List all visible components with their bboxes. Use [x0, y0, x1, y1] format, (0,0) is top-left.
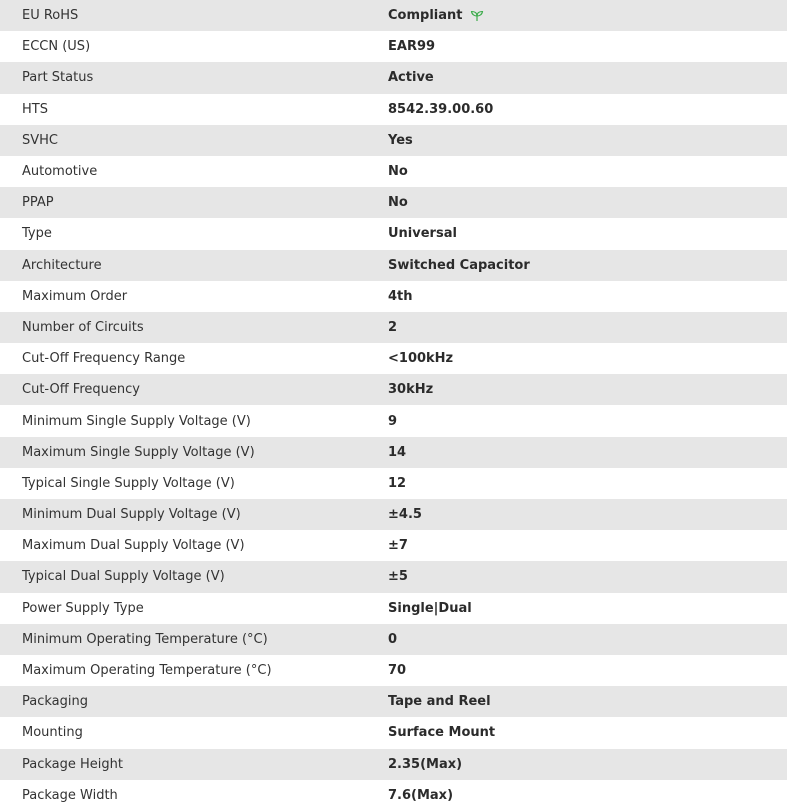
- spec-row-mounting: [0, 717, 787, 748]
- spec-value: 14: [388, 444, 407, 460]
- spec-row-min-single-supply: [0, 405, 787, 436]
- spec-value: 2: [388, 319, 398, 335]
- spec-value: No: [388, 195, 408, 211]
- spec-label: Minimum Dual Supply Voltage (V): [22, 507, 241, 523]
- spec-row-max-dual-supply: [0, 530, 787, 561]
- spec-row-max-single-supply: [0, 437, 787, 468]
- spec-value: ±4.5: [388, 507, 422, 523]
- spec-row-package-height: [0, 749, 787, 780]
- spec-value: Surface Mount: [388, 725, 496, 741]
- spec-value: 2.35(Max): [388, 756, 463, 772]
- spec-label: Maximum Dual Supply Voltage (V): [22, 538, 245, 554]
- spec-value: Yes: [388, 132, 413, 148]
- spec-value: 12: [388, 475, 407, 491]
- spec-label: Maximum Operating Temperature (°C): [22, 663, 272, 679]
- spec-value: 9: [388, 413, 398, 429]
- spec-value: 8542.39.00.60: [388, 101, 494, 117]
- spec-row-packaging: [0, 686, 787, 717]
- spec-label: HTS: [22, 101, 48, 117]
- spec-label: Package Height: [22, 756, 123, 772]
- spec-value: Single|Dual: [388, 600, 472, 616]
- spec-label: Maximum Order: [22, 288, 128, 304]
- spec-label: Number of Circuits: [22, 319, 144, 335]
- spec-label: Minimum Single Supply Voltage (V): [22, 413, 251, 429]
- spec-value: Switched Capacitor: [388, 257, 530, 273]
- spec-value: 30kHz: [388, 382, 434, 398]
- spec-row-part-status: [0, 62, 787, 93]
- spec-row-automotive: [0, 156, 787, 187]
- spec-label: Minimum Operating Temperature (°C): [22, 631, 268, 647]
- spec-value: ±7: [388, 538, 408, 554]
- spec-value: EAR99: [388, 39, 436, 55]
- spec-label: Architecture: [22, 257, 102, 273]
- spec-label: Mounting: [22, 725, 83, 741]
- spec-row-architecture: [0, 250, 787, 281]
- spec-label: Type: [22, 226, 52, 242]
- spec-value: 7.6(Max): [388, 787, 454, 803]
- spec-row-svhc: [0, 125, 787, 156]
- spec-row-min-dual-supply: [0, 499, 787, 530]
- spec-label: PPAP: [22, 195, 54, 211]
- spec-row-max-operating-temp: [0, 655, 787, 686]
- spec-row-number-of-circuits: [0, 312, 787, 343]
- spec-value: 0: [388, 631, 398, 647]
- spec-label: Cut-Off Frequency: [22, 382, 140, 398]
- spec-value: <100kHz: [388, 351, 454, 367]
- spec-row-min-operating-temp: [0, 624, 787, 655]
- spec-label: Typical Dual Supply Voltage (V): [22, 569, 225, 585]
- spec-row-package-width: [0, 780, 787, 811]
- spec-value: ±5: [388, 569, 408, 585]
- spec-row-hts: [0, 94, 787, 125]
- leaf-icon: [470, 10, 484, 22]
- spec-label: Typical Single Supply Voltage (V): [22, 475, 235, 491]
- spec-value: Universal: [388, 226, 457, 242]
- spec-row-power-supply-type: [0, 593, 787, 624]
- spec-value: Tape and Reel: [388, 694, 491, 710]
- spec-value: 70: [388, 663, 407, 679]
- spec-label: Package Width: [22, 787, 118, 803]
- spec-row-typ-dual-supply: [0, 561, 787, 592]
- spec-label: ECCN (US): [22, 39, 91, 55]
- spec-value: Active: [388, 70, 434, 86]
- spec-label: Automotive: [22, 164, 98, 180]
- spec-label: Part Status: [22, 70, 94, 86]
- spec-row-maximum-order: [0, 281, 787, 312]
- spec-label: SVHC: [22, 132, 58, 148]
- spec-label: Maximum Single Supply Voltage (V): [22, 444, 255, 460]
- spec-label: Packaging: [22, 694, 88, 710]
- spec-row-eccn: [0, 31, 787, 62]
- spec-value: 4th: [388, 288, 413, 304]
- spec-value: No: [388, 164, 408, 180]
- spec-label: EU RoHS: [22, 8, 79, 24]
- spec-row-ppap: [0, 187, 787, 218]
- spec-row-typ-single-supply: [0, 468, 787, 499]
- spec-value: [388, 8, 787, 23]
- spec-value-text: Compliant: [388, 8, 463, 24]
- spec-label: Cut-Off Frequency Range: [22, 351, 186, 367]
- spec-row-eu-rohs: [0, 0, 787, 31]
- spec-row-type: [0, 218, 787, 249]
- spec-row-cutoff-frequency-range: [0, 343, 787, 374]
- spec-row-cutoff-frequency: [0, 374, 787, 405]
- spec-label: Power Supply Type: [22, 600, 144, 616]
